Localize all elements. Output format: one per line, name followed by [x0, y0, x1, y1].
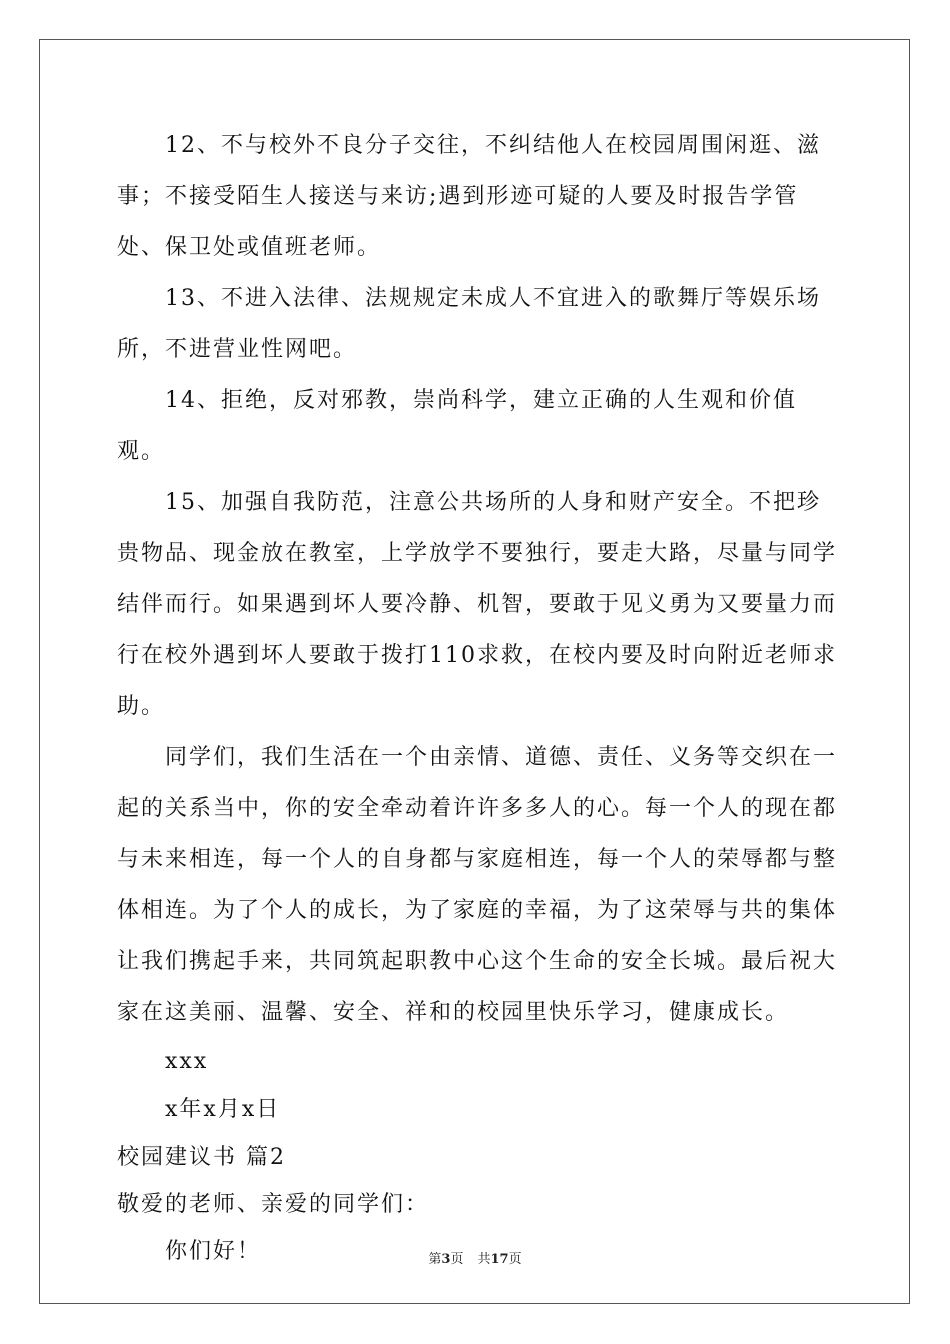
- page-footer: [0, 1248, 950, 1267]
- total-pages: 17: [490, 1252, 509, 1267]
- paragraph-12: 12、不与校外不良分子交往，不纠结他人在校园周围闲逛、滋事；不接受陌生人接送与来访;遇到形迹可疑的人要及时报告学管处、保卫处或值班老师。: [117, 133, 821, 260]
- paragraph-15: 15、加强自我防范，注意公共场所的人身和财产安全。不把珍贵物品、现金放在教室，上学放学不要独行，要走大路，尽量与同学结伴而行。如果遇到坏人要冷静、机智，要敢于见义勇为又要量力而行在校外遇到坏人要敢于拨打110求救，在校内要及时向附近老师求助。: [117, 490, 838, 719]
- paragraph-closing: 同学们，我们生活在一个由亲情、道德、责任、义务等交织在一起的关系当中，你的安全牵动着许许多多人的心。每一个人的现在都与未来相连，每一个人的自身都与家庭相连，每一个人的荣辱都与整体相连。为了个人的成长，为了家庭的幸福，为了这荣辱与共的集体让我们携起手来，共同筑起职教中心这个生命的安全长城。最后祝大家在这美丽、温馨、安全、祥和的校园里快乐学习，健康成长。: [117, 745, 838, 1025]
- section-title: 校园建议书 篇2: [117, 1145, 286, 1170]
- greeting: 你们好！: [165, 1239, 262, 1264]
- date: x年x月x日: [165, 1097, 281, 1122]
- total-suffix: 页: [508, 1252, 522, 1267]
- page-suffix: 页: [450, 1252, 464, 1267]
- document-body: [117, 120, 837, 1276]
- salutation: 敬爱的老师、亲爱的同学们：: [117, 1192, 430, 1217]
- signature: xxx: [165, 1049, 209, 1074]
- page-prefix: 第: [428, 1252, 442, 1267]
- total-prefix: 共: [477, 1252, 491, 1267]
- page-number: 3: [441, 1252, 451, 1267]
- paragraph-14: 14、拒绝，反对邪教，崇尚科学，建立正确的人生观和价值观。: [117, 388, 797, 464]
- paragraph-13: 13、不进入法律、法规规定未成人不宜进入的歌舞厅等娱乐场所，不进营业性网吧。: [117, 286, 821, 362]
